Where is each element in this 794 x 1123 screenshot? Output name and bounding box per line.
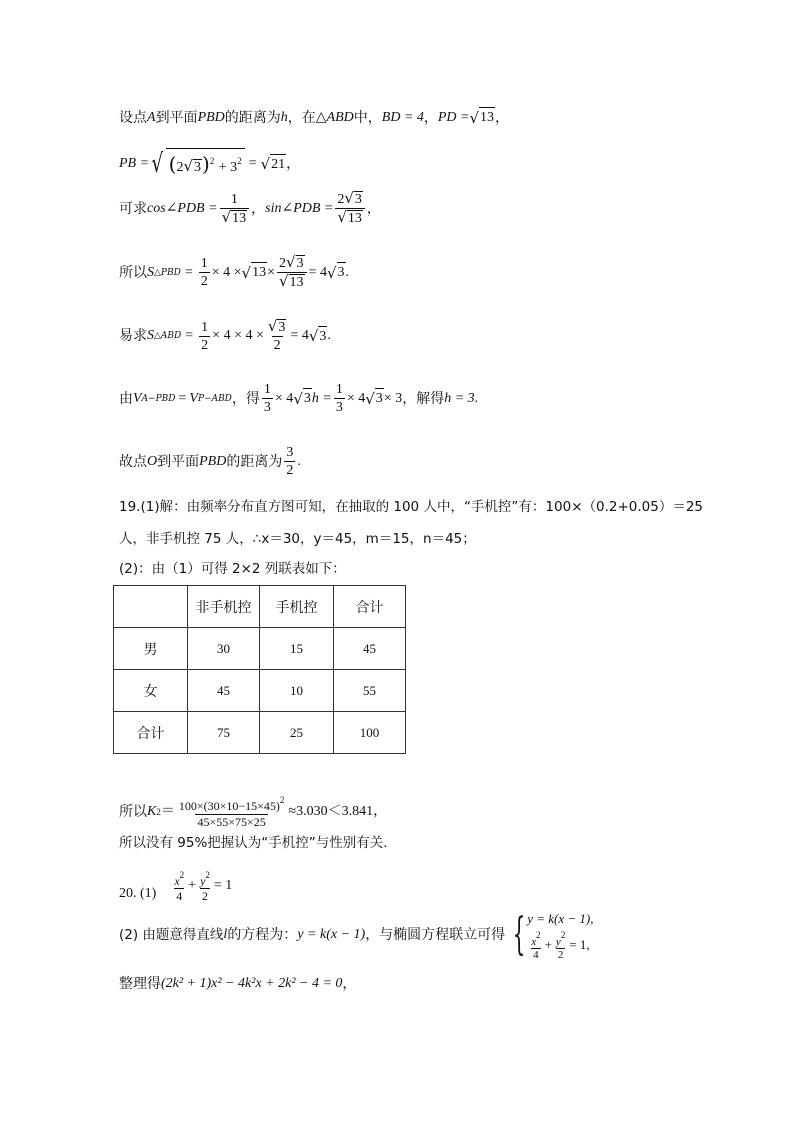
table-cell: 75 bbox=[188, 712, 260, 754]
radical-sign: √ bbox=[151, 149, 164, 179]
subscript: A−PBD bbox=[141, 393, 176, 404]
radical-sign: √ bbox=[308, 327, 319, 345]
radicand: 3 bbox=[318, 326, 327, 347]
num: 2 bbox=[176, 160, 184, 175]
table-header-cell: 非手机控 bbox=[188, 586, 260, 628]
fraction: $\frac{√3}{2}$ bbox=[267, 317, 286, 353]
equation: (2k² + 1)x² − 4k²x + 2k² − 4 = 0 bbox=[161, 976, 343, 991]
q19-part1-line2 bbox=[119, 529, 476, 549]
text: 人，非手机控 75 人，∴x＝30，y＝45，m＝15，n＝45； bbox=[119, 531, 476, 547]
table-row bbox=[114, 628, 406, 670]
var: l bbox=[223, 927, 228, 942]
term: + 3 bbox=[218, 160, 238, 175]
var: PBD bbox=[199, 453, 227, 469]
text: ，得 bbox=[231, 390, 260, 407]
text: . bbox=[327, 328, 331, 343]
text: ， bbox=[342, 976, 357, 992]
text: ， bbox=[495, 109, 510, 126]
denominator: √13 bbox=[220, 208, 250, 227]
text: 可求 bbox=[119, 200, 147, 217]
text: . bbox=[297, 453, 301, 469]
eq: = bbox=[248, 156, 257, 171]
numerator: 2√3 bbox=[337, 189, 362, 207]
text: ， bbox=[286, 156, 301, 172]
var: A bbox=[147, 109, 156, 125]
var: sin∠PDB = bbox=[265, 200, 334, 216]
var: cos∠PDB = bbox=[147, 200, 218, 216]
paren: ( bbox=[168, 152, 177, 176]
text: 中， bbox=[353, 109, 382, 126]
text: 的方程为： bbox=[227, 927, 298, 943]
text: 故点 bbox=[119, 453, 147, 470]
var: BD = 4 bbox=[381, 109, 424, 125]
text: 所以 bbox=[119, 803, 147, 820]
line-pb bbox=[119, 148, 300, 180]
eq: = bbox=[184, 264, 193, 280]
text: 到平面 bbox=[155, 109, 198, 126]
line-area-pbd bbox=[119, 254, 349, 291]
line-no-relation bbox=[119, 833, 388, 853]
equation: $\frac{x^2}{4}$ + $\frac{y^2}{2}$ = 1, bbox=[531, 930, 590, 961]
text: 设点 bbox=[119, 109, 147, 126]
var: h bbox=[280, 109, 288, 125]
q20-simplified bbox=[119, 974, 356, 994]
var: V bbox=[133, 390, 142, 406]
table-cell: 男 bbox=[114, 628, 188, 670]
subscript: △PBD bbox=[154, 267, 181, 278]
var: h = bbox=[311, 390, 332, 406]
text: 的距离为 bbox=[224, 109, 281, 126]
radical-sign: √ bbox=[326, 263, 337, 282]
term: = 1 bbox=[213, 877, 233, 893]
exponent: 2 bbox=[156, 806, 161, 817]
line-conclusion-o bbox=[119, 444, 301, 479]
var: K bbox=[147, 803, 157, 819]
radicand: 13 bbox=[479, 107, 495, 128]
var: △ABD bbox=[315, 109, 354, 125]
table-cell: 30 bbox=[188, 628, 260, 670]
text: ，在 bbox=[287, 109, 316, 126]
fraction: $\frac{1}{3}$ bbox=[335, 382, 343, 415]
table-cell: 合计 bbox=[114, 712, 188, 754]
line-area-abd bbox=[119, 318, 331, 354]
text: 到平面 bbox=[157, 453, 200, 470]
denominator: √13 bbox=[335, 208, 365, 227]
exponent: 2 bbox=[237, 156, 242, 166]
term: × 4 bbox=[346, 390, 366, 406]
text: 19.(1)解：由频率分布直方图可知，在抽取的 100 人中，“手机控”有：100×（0.2+0.05）＝25 bbox=[119, 499, 704, 515]
text: ，与椭圆方程联立可得 bbox=[365, 927, 506, 943]
paren: ) bbox=[202, 152, 210, 176]
text: 的距离为 bbox=[226, 453, 283, 470]
table-cell: 45 bbox=[334, 628, 406, 670]
table-cell: 25 bbox=[260, 712, 334, 754]
term: × 4 × 4 × bbox=[212, 328, 264, 343]
var: S bbox=[147, 328, 154, 343]
text: 易求 bbox=[119, 328, 147, 344]
exponent: 2 bbox=[209, 156, 215, 166]
brace: { bbox=[512, 909, 526, 960]
text: 由 bbox=[119, 390, 133, 407]
fraction: $\frac{x^2}{4}$ bbox=[174, 870, 185, 903]
text: (2)：由（1）可得 2×2 列联表如下： bbox=[119, 561, 346, 577]
radical-sign: √ bbox=[469, 108, 480, 127]
radical-sign: √ bbox=[241, 263, 252, 282]
subscript: △ABD bbox=[154, 331, 182, 341]
q19-part2-intro bbox=[119, 559, 346, 579]
var: h = 3 bbox=[444, 390, 475, 406]
fraction: $\frac{1}{3}$ bbox=[263, 382, 271, 415]
radicand: 3 bbox=[194, 160, 202, 175]
var: S bbox=[147, 264, 154, 280]
fraction: $\frac{3}{2}$ bbox=[286, 445, 294, 478]
subscript: P−ABD bbox=[197, 393, 232, 404]
var: V bbox=[189, 390, 198, 406]
term: = 4 bbox=[308, 264, 327, 280]
radicand bbox=[166, 148, 245, 180]
radical-sign: √ bbox=[293, 389, 303, 408]
term: × 4 × bbox=[211, 264, 242, 280]
eq: ＝ bbox=[160, 803, 175, 819]
table-cell: 45 bbox=[188, 670, 260, 712]
equation-system bbox=[527, 909, 593, 961]
table-header-row bbox=[114, 586, 406, 628]
term: × 4 bbox=[274, 390, 294, 406]
radicand: 3 bbox=[375, 388, 384, 409]
line-distance-setup bbox=[119, 107, 509, 128]
contingency-table bbox=[113, 585, 406, 754]
q20-part1 bbox=[119, 868, 232, 903]
radical-sign: √ bbox=[365, 389, 375, 408]
table-header-cell bbox=[114, 586, 188, 628]
text: 整理得 bbox=[119, 976, 161, 992]
numerator: 1 bbox=[230, 191, 238, 207]
line-k-squared bbox=[119, 793, 387, 830]
table-header-cell: 手机控 bbox=[260, 586, 334, 628]
text: . bbox=[474, 390, 479, 406]
table-row bbox=[114, 670, 406, 712]
radicand: 13 bbox=[232, 210, 247, 226]
radicand: 13 bbox=[251, 262, 267, 283]
table-cell: 女 bbox=[114, 670, 188, 712]
text: ， bbox=[423, 109, 438, 126]
equation: y = k(x − 1), bbox=[527, 911, 594, 926]
radicand: 3 bbox=[337, 262, 346, 283]
table-row bbox=[114, 712, 406, 754]
var: O bbox=[147, 453, 158, 469]
fraction: $\frac{1}{2}$ bbox=[201, 319, 209, 353]
term: × 3 bbox=[383, 390, 403, 406]
fraction bbox=[220, 191, 250, 227]
q19-part1-line1 bbox=[119, 497, 703, 517]
var: PB = bbox=[119, 156, 150, 171]
eq: = bbox=[185, 328, 194, 343]
table-cell: 100 bbox=[334, 712, 406, 754]
label: 20. (1) bbox=[119, 885, 157, 901]
radical-sign: √ bbox=[260, 155, 271, 173]
q20-part2 bbox=[119, 909, 593, 961]
term: + bbox=[188, 877, 197, 893]
text: 所以 bbox=[119, 264, 147, 281]
line-cos-sin bbox=[119, 190, 381, 227]
eq: = bbox=[178, 390, 187, 406]
text: ， bbox=[251, 200, 266, 217]
term: ≈3.030＜3.841， bbox=[288, 803, 388, 819]
table-cell: 15 bbox=[260, 628, 334, 670]
fraction: $\frac{y^2}{2}$ bbox=[200, 870, 210, 903]
text: 所以没有 95%把握认为“手机控”与性别有关. bbox=[119, 835, 388, 851]
radicand: 21 bbox=[270, 154, 286, 175]
var: PBD bbox=[197, 109, 225, 125]
term: = 4 bbox=[290, 328, 309, 343]
var: y = k(x − 1) bbox=[297, 927, 366, 942]
fraction: $\frac{100\times(30\times 10-15\times 45)^2}{45\times 55\times 75\times 25}$ bbox=[178, 795, 285, 829]
term: × bbox=[267, 264, 275, 280]
text: . bbox=[345, 264, 350, 280]
text: ， bbox=[366, 200, 381, 217]
radicand: 3 bbox=[303, 388, 312, 409]
table-header-cell: 合计 bbox=[334, 586, 406, 628]
text: (2) 由题意得直线 bbox=[119, 927, 224, 943]
line-volume bbox=[119, 381, 478, 416]
fraction: $\frac{2√3}{√13}$ bbox=[277, 254, 307, 291]
text: ，解得 bbox=[402, 390, 445, 407]
var: PD = bbox=[437, 109, 470, 125]
fraction bbox=[335, 190, 365, 227]
table-cell: 10 bbox=[260, 670, 334, 712]
fraction: $\frac{1}{2}$ bbox=[200, 256, 208, 289]
radical-sign: √ bbox=[183, 157, 194, 175]
table-cell: 55 bbox=[334, 670, 406, 712]
